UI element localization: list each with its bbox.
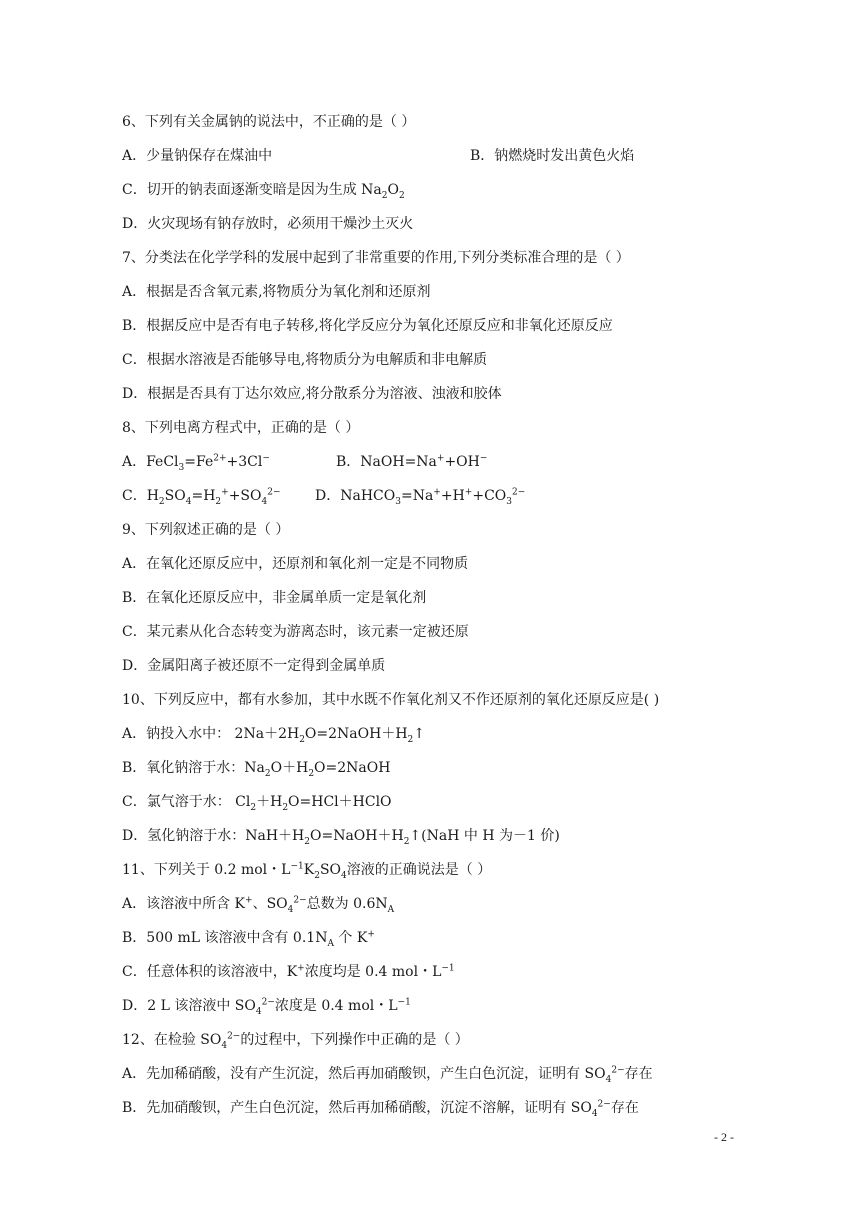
question-8-options-ab <box>122 452 488 473</box>
question-8-options-cd <box>122 486 526 507</box>
question-8-stem: 8、下列电离方程式中，正确的是（ ） <box>122 420 360 436</box>
question-9-option-c: C．某元素从化合态转变为游离态时，该元素一定被还原 <box>122 624 469 640</box>
question-6-stem: 6、下列有关金属钠的说法中，不正确的是（ ） <box>122 114 416 130</box>
question-8-option-d: D．$NaHCO_3=Na^++H^++CO_3^{2-}$ <box>315 487 526 507</box>
question-11-option-d: D．2 L 该溶液中 $SO_4^{2-}$浓度是 0.4 mol・$L^{-1}$ <box>122 997 411 1017</box>
question-7-option-c: C．根据水溶液是否能够导电,将物质分为电解质和非电解质 <box>122 352 488 368</box>
question-10-option-c: C．氯气溶于水： $Cl_2+H_2O=HCl+HClO$ <box>122 794 392 813</box>
question-11-option-a: A．该溶液中所含 K+、$SO_4^{2-}$总数为 $0.6N_A$ <box>122 895 395 915</box>
question-6-options-ab <box>122 146 635 166</box>
page-number: - 2 - <box>714 1130 734 1144</box>
question-10-option-d: D．氢化钠溶于水：$NaH+H_2O=NaOH+H_2↑(NaH$ 中 H 为－1 价) <box>122 828 560 847</box>
question-11-stem: 11、下列关于 0.2 mol・$L^{-1}K_2SO_4$溶液的正确说法是（ ） <box>122 861 492 881</box>
question-9-option-d: D．金属阳离子被还原不一定得到金属单质 <box>122 658 386 674</box>
question-12-option-b: B．先加硝酸钡，产生白色沉淀，然后再加稀硝酸，沉淀不溶解，证明有 $SO_4^{2-}$存在 <box>122 1099 639 1119</box>
question-10-option-b: B．氧化钠溶于水：$Na_2O+H_2O=2NaOH$ <box>122 760 391 779</box>
question-9-stem: 9、下列叙述正确的是（ ） <box>122 522 290 538</box>
question-7-option-b: B．根据反应中是否有电子转移,将化学反应分为氧化还原反应和非氧化还原反应 <box>122 318 613 334</box>
question-9-option-a: A．在氧化还原反应中，还原剂和氧化剂一定是不同物质 <box>122 556 469 572</box>
question-6-option-c: C．切开的钠表面逐渐变暗是因为生成 $Na_2O_2$ <box>122 182 405 201</box>
question-6-option-b: B．钠燃烧时发出黄色火焰 <box>470 148 635 164</box>
question-8-option-b: B．NaOH=Na++OH− <box>336 453 488 470</box>
question-7-option-a: A．根据是否含氧元素,将物质分为氧化剂和还原剂 <box>122 284 431 300</box>
question-10-option-a: A．钠投入水中： $2Na+2H_2O=2NaOH+H_2↑$ <box>122 726 425 745</box>
question-12-option-a: A．先加稀硝酸，没有产生沉淀，然后再加硝酸钡，产生白色沉淀，证明有 $SO_4^{2-}$存在 <box>122 1065 653 1085</box>
question-8-option-c: C．$H_2SO_4=H_2^++SO_4^{2-}$ <box>122 487 281 507</box>
question-7-option-d: D．根据是否具有丁达尔效应,将分散系分为溶液、浊液和胶体 <box>122 386 502 402</box>
question-6-option-d: D．火灾现场有钠存放时，必须用干燥沙土灭火 <box>122 216 414 232</box>
question-12-stem: 12、在检验 $SO_4^{2-}$的过程中，下列操作中正确的是（ ） <box>122 1031 469 1051</box>
question-9-option-b: B．在氧化还原反应中，非金属单质一定是氧化剂 <box>122 590 427 606</box>
question-6-option-a: A．少量钠保存在煤油中 <box>122 148 273 164</box>
question-11-option-b: B．500 mL 该溶液中含有 $0.1N_A$ 个 K+ <box>122 929 375 949</box>
question-11-option-c: C．任意体积的该溶液中，K+浓度均是 0.4 mol・$L^{-1}$ <box>122 963 455 980</box>
question-10-stem: 10、下列反应中，都有水参加，其中水既不作氧化剂又不作还原剂的氧化还原反应是( ) <box>122 692 660 708</box>
question-8-option-a: A．$FeCl_3=Fe^{2+}+3Cl^-$ <box>122 453 270 473</box>
question-7-stem: 7、分类法在化学学科的发展中起到了非常重要的作用,下列分类标准合理的是（ ） <box>122 250 630 266</box>
